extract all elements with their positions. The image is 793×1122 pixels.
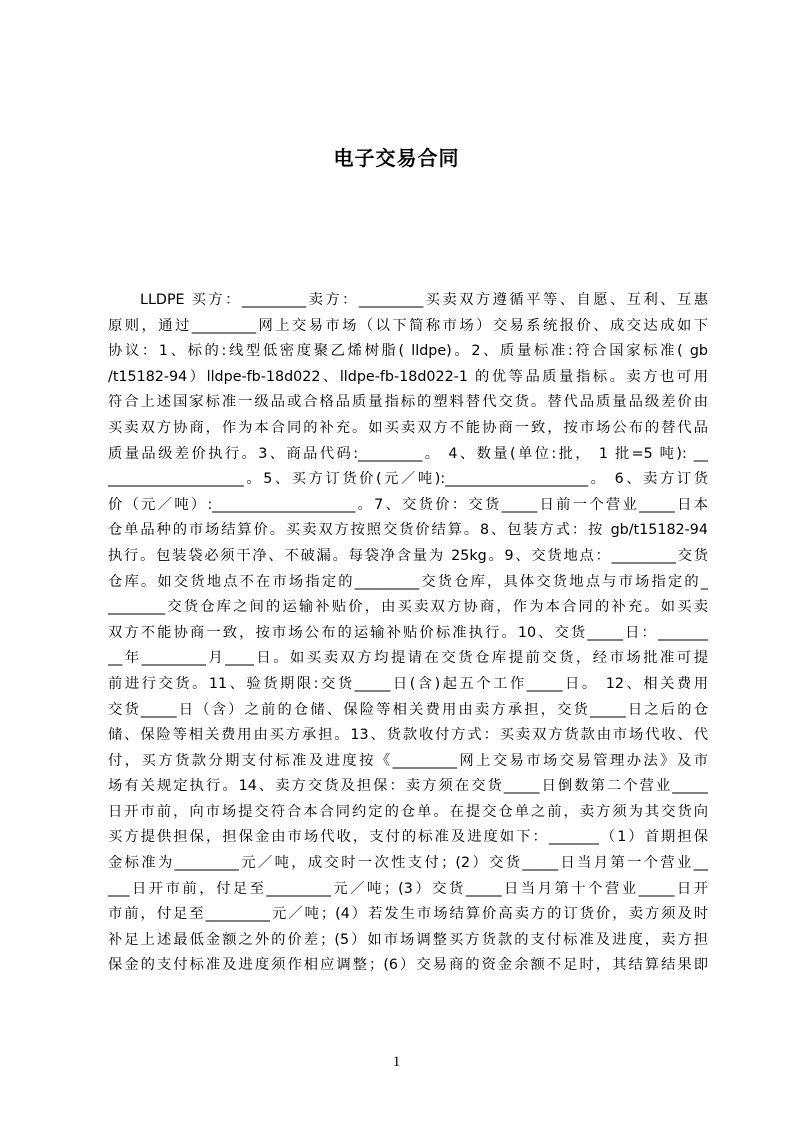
contract-body	[108, 288, 708, 979]
contract-body-line: 买方提供担保，担保金由市场代收，支付的标准及进度如下：_______（1）首期担保	[108, 829, 708, 846]
contract-body-line: ________交货仓库之间的运输补贴价，由买卖双方协商，作为本合同的补充。如买卖	[108, 599, 708, 616]
contract-body-line: 质量品级差价执行。3、商品代码:_________。 4、数量(单位:批， 1 批=5 吨): __	[108, 445, 708, 462]
page-number: 1	[392, 1054, 401, 1070]
contract-body-line: 前进行交货。11、验货期限:交货_____日(含)起五个工作_____日。 12、相关费用	[108, 675, 708, 692]
contract-body-line: 仓单品种的市场结算价。买卖双方按照交货价结算。8、包装方式：按 gb/t15182-94	[108, 522, 708, 539]
contract-body-line: 市前，付足至_________元／吨；(4）若发生市场结算价高卖方的订货价，卖方须及时	[108, 906, 708, 923]
contract-body-line: ___________________。5、买方订货价(元／吨):____________________。 6、卖方订货	[108, 471, 708, 488]
contract-body-line: 付，买方货款分期支付标准及进度按《_________网上交易市场交易管理办法》及市	[108, 752, 708, 769]
contract-body-line: ___日开市前，付足至_________元／吨；(3）交货_____日当月第十个营业_____日开	[108, 880, 708, 897]
contract-body-line: 补足上述最低金额之外的价差；(5）如市场调整买方货款的支付标准及进度，卖方担	[108, 931, 708, 948]
contract-body-line: 金标准为_________元／吨，成交时一次性支付；(2）交货_____日当月第一个营业__	[108, 855, 708, 872]
contract-body-line: 原则，通过_________网上交易市场（以下简称市场）交易系统报价、成交达成如下	[108, 317, 708, 334]
contract-body-line: 协议：1、标的:线型低密度聚乙烯树脂( lldpe)。2、质量标准:符合国家标准( gb	[108, 343, 708, 360]
contract-body-line: 符合上述国家标准一级品或合格品质量指标的塑料替代交货。替代品质量品级差价由	[108, 394, 708, 411]
contract-body-line: __年_________月____日。如买卖双方均提请在交货仓库提前交货，经市场批准可提	[108, 650, 708, 667]
contract-body-line: 保金的支付标准及进度须作相应调整；(6）交易商的资金余额不足时，其结算结果即	[108, 957, 708, 974]
contract-body-line: 场有关规定执行。14、卖方交货及担保：卖方须在交货_____日倒数第二个营业_____	[108, 778, 708, 795]
contract-body-line: 储、保险等相关费用由买方承担。13、货款收付方式：买卖双方货款由市场代收、代	[108, 727, 708, 744]
contract-body-line: 买卖双方协商，作为本合同的补充。如买卖双方不能协商一致，按市场公布的替代品	[108, 419, 708, 436]
contract-body-line: 日开市前，向市场提交符合本合同约定的仓单。在提交仓单之前，卖方须为其交货向	[108, 803, 708, 820]
contract-body-line: 交货_____日（含）之前的仓储、保险等相关费用由卖方承担，交货_____日之后的仓	[108, 701, 708, 718]
contract-body-line: 执行。包装袋必须干净、不破漏。每袋净含量为 25kg。9、交货地点：_________交货	[108, 547, 708, 564]
contract-body-line: 双方不能协商一致，按市场公布的运输补贴价标准执行。10、交货_____日：_______	[108, 624, 708, 641]
contract-body-line: 价（元／吨）:____________________。7、交货价：交货_____日前一个营业_____日本	[108, 496, 708, 513]
document-title: 电子交易合同	[333, 146, 460, 170]
contract-body-line: /t15182-94）lldpe-fb-18d022、lldpe-fb-18d022-1 的优等品质量指标。卖方也可用	[108, 368, 708, 385]
contract-body-line: LLDPE 买方：_________卖方：_________买卖双方遵循平等、自愿、互利、互惠	[140, 292, 708, 308]
contract-body-line: 仓库。如交货地点不在市场指定的_________交货仓库，具体交货地点与市场指定的_	[108, 573, 708, 590]
